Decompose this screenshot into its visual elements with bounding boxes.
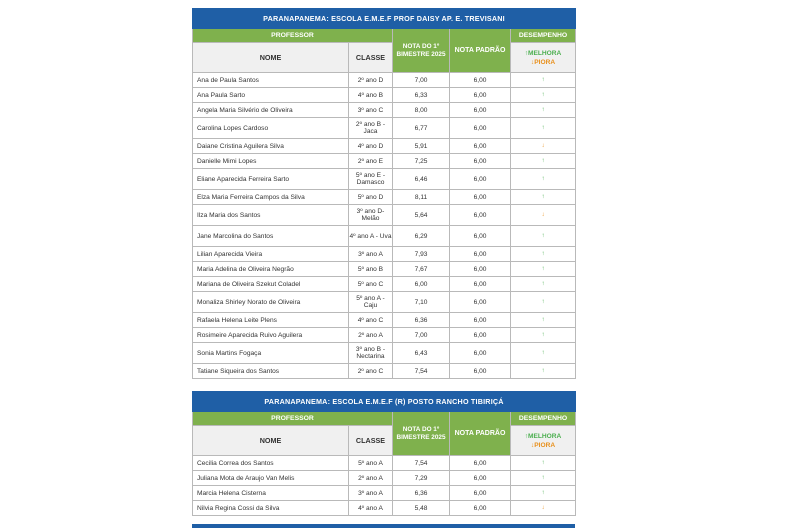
performance-arrow-icon: ↑	[511, 154, 576, 169]
performance-arrow-icon: ↓	[511, 501, 576, 516]
performance-arrow-icon: ↑	[511, 486, 576, 501]
teacher-name-cell: Tatiane Siqueira dos Santos	[193, 364, 349, 379]
class-cell: 3º ano A	[349, 247, 393, 262]
page-content	[192, 0, 575, 528]
table-row	[193, 343, 576, 364]
performance-arrow-icon: ↑	[511, 247, 576, 262]
piora-legend: ↓PIORA	[530, 441, 556, 449]
desempenho-header: DESEMPENHO	[511, 29, 576, 43]
padrao-header: NOTA PADRÃO	[450, 29, 511, 73]
teacher-name-cell: Maria Adelina de Oliveira Negrão	[193, 262, 349, 277]
table-row	[193, 73, 576, 88]
grade-cell: 7,54	[393, 364, 450, 379]
top-spacer	[192, 0, 575, 8]
performance-arrow-icon: ↑	[511, 169, 576, 190]
table-row	[193, 118, 576, 139]
table-row	[193, 292, 576, 313]
standard-grade-cell: 6,00	[450, 169, 511, 190]
grade-cell: 7,93	[393, 247, 450, 262]
nota-header: NOTA DO 1º BIMESTRE 2025	[393, 412, 450, 456]
class-cell: 4º ano A - Uva	[349, 226, 393, 247]
class-cell: 2º ano C	[349, 364, 393, 379]
nome-header: NOME	[193, 43, 349, 73]
table-gap	[192, 379, 575, 391]
class-cell: 5º ano A - Caju	[349, 292, 393, 313]
standard-grade-cell: 6,00	[450, 486, 511, 501]
desempenho-legend	[511, 426, 576, 456]
standard-grade-cell: 6,00	[450, 364, 511, 379]
desempenho-header: DESEMPENHO	[511, 412, 576, 426]
professor-header: PROFESSOR	[193, 412, 393, 426]
grade-cell: 7,67	[393, 262, 450, 277]
standard-grade-cell: 6,00	[450, 501, 511, 516]
performance-arrow-icon: ↑	[511, 328, 576, 343]
standard-grade-cell: 6,00	[450, 73, 511, 88]
standard-grade-cell: 6,00	[450, 292, 511, 313]
class-cell: 3º ano D- Melão	[349, 205, 393, 226]
classe-header: CLASSE	[349, 426, 393, 456]
performance-arrow-icon: ↑	[511, 471, 576, 486]
teacher-name-cell: Sonia Martins Fogaça	[193, 343, 349, 364]
teacher-name-cell: Angela Maria Silvério de Oliveira	[193, 103, 349, 118]
teacher-name-cell: Danielle Mimi Lopes	[193, 154, 349, 169]
performance-arrow-icon: ↑	[511, 73, 576, 88]
table-row	[193, 501, 576, 516]
performance-arrow-icon: ↓	[511, 139, 576, 154]
grade-cell: 8,11	[393, 190, 450, 205]
table-row	[193, 313, 576, 328]
teacher-name-cell: Daiane Cristina Aguilera Silva	[193, 139, 349, 154]
teacher-name-cell: Juliana Mota de Araujo Van Melis	[193, 471, 349, 486]
teacher-name-cell: Ana Paula Sarto	[193, 88, 349, 103]
performance-arrow-icon: ↑	[511, 277, 576, 292]
professor-header: PROFESSOR	[193, 29, 393, 43]
piora-legend: ↓PIORA	[530, 58, 556, 66]
table-row	[193, 364, 576, 379]
desempenho-legend	[511, 43, 576, 73]
table-row	[193, 226, 576, 247]
grade-cell: 5,91	[393, 139, 450, 154]
grade-cell: 6,36	[393, 486, 450, 501]
standard-grade-cell: 6,00	[450, 154, 511, 169]
melhora-legend: ↑MELHORA	[524, 49, 562, 57]
grade-cell: 7,10	[393, 292, 450, 313]
class-cell: 2º ano A	[349, 328, 393, 343]
standard-grade-cell: 6,00	[450, 88, 511, 103]
school-table-2	[192, 391, 576, 516]
performance-arrow-icon: ↑	[511, 88, 576, 103]
table-row	[193, 247, 576, 262]
standard-grade-cell: 6,00	[450, 343, 511, 364]
standard-grade-cell: 6,00	[450, 277, 511, 292]
grade-cell: 7,25	[393, 154, 450, 169]
teacher-name-cell: Carolina Lopes Cardoso	[193, 118, 349, 139]
grade-cell: 7,00	[393, 73, 450, 88]
standard-grade-cell: 6,00	[450, 118, 511, 139]
classe-header: CLASSE	[349, 43, 393, 73]
school-table-1	[192, 8, 576, 379]
performance-arrow-icon: ↑	[511, 226, 576, 247]
standard-grade-cell: 6,00	[450, 205, 511, 226]
grade-cell: 6,33	[393, 88, 450, 103]
standard-grade-cell: 6,00	[450, 190, 511, 205]
grade-cell: 7,00	[393, 328, 450, 343]
table-row	[193, 103, 576, 118]
table-row	[193, 456, 576, 471]
standard-grade-cell: 6,00	[450, 313, 511, 328]
table-row	[193, 471, 576, 486]
class-cell: 4º ano B	[349, 88, 393, 103]
performance-arrow-icon: ↑	[511, 343, 576, 364]
teacher-name-cell: Nilvia Regina Cossi da Silva	[193, 501, 349, 516]
performance-arrow-icon: ↑	[511, 313, 576, 328]
class-cell: 2º ano E	[349, 154, 393, 169]
class-cell: 4º ano A	[349, 501, 393, 516]
standard-grade-cell: 6,00	[450, 247, 511, 262]
class-cell: 5º ano D	[349, 190, 393, 205]
nota-header: NOTA DO 1º BIMESTRE 2025	[393, 29, 450, 73]
class-cell: 5º ano E - Damasco	[349, 169, 393, 190]
bottom-bar	[192, 524, 575, 528]
melhora-legend: ↑MELHORA	[524, 432, 562, 440]
class-cell: 2º ano B - Jaca	[349, 118, 393, 139]
class-cell: 5º ano B	[349, 262, 393, 277]
grade-cell: 7,54	[393, 456, 450, 471]
performance-arrow-icon: ↑	[511, 118, 576, 139]
padrao-header: NOTA PADRÃO	[450, 412, 511, 456]
teacher-name-cell: Elza Maria Ferreira Campos da Silva	[193, 190, 349, 205]
class-cell: 3º ano B - Nectarina	[349, 343, 393, 364]
teacher-name-cell: Rafaela Helena Leite Plens	[193, 313, 349, 328]
teacher-name-cell: Ana de Paula Santos	[193, 73, 349, 88]
table-row	[193, 169, 576, 190]
grade-cell: 5,64	[393, 205, 450, 226]
class-cell: 2º ano D	[349, 73, 393, 88]
performance-arrow-icon: ↑	[511, 456, 576, 471]
teacher-name-cell: Jane Marcolina do Santos	[193, 226, 349, 247]
class-cell: 5º ano A	[349, 456, 393, 471]
standard-grade-cell: 6,00	[450, 262, 511, 277]
performance-arrow-icon: ↑	[511, 292, 576, 313]
table-row	[193, 139, 576, 154]
standard-grade-cell: 6,00	[450, 226, 511, 247]
nome-header: NOME	[193, 426, 349, 456]
class-cell: 3º ano C	[349, 103, 393, 118]
teacher-name-cell: Marcia Helena Cisterna	[193, 486, 349, 501]
table-row	[193, 88, 576, 103]
table-body	[193, 73, 576, 379]
performance-arrow-icon: ↑	[511, 190, 576, 205]
teacher-name-cell: Ilza Maria dos Santos	[193, 205, 349, 226]
grade-cell: 5,48	[393, 501, 450, 516]
table-title: PARANAPANEMA: ESCOLA E.M.E.F PROF DAISY AP. E. TREVISANI	[193, 9, 576, 29]
table-row	[193, 277, 576, 292]
table-row	[193, 328, 576, 343]
performance-arrow-icon: ↑	[511, 364, 576, 379]
performance-arrow-icon: ↑	[511, 103, 576, 118]
table-row	[193, 486, 576, 501]
teacher-name-cell: Eliane Aparecida Ferreira Sarto	[193, 169, 349, 190]
teacher-name-cell: Mariana de Oliveira Szekut Coladel	[193, 277, 349, 292]
table-row	[193, 190, 576, 205]
grade-cell: 6,00	[393, 277, 450, 292]
class-cell: 5º ano C	[349, 277, 393, 292]
grade-cell: 7,29	[393, 471, 450, 486]
standard-grade-cell: 6,00	[450, 103, 511, 118]
grade-cell: 6,77	[393, 118, 450, 139]
class-cell: 2º ano A	[349, 471, 393, 486]
grade-cell: 8,00	[393, 103, 450, 118]
standard-grade-cell: 6,00	[450, 328, 511, 343]
class-cell: 3º ano A	[349, 486, 393, 501]
table-title: PARANAPANEMA: ESCOLA E.M.E.F (R) POSTO RANCHO TIBIRIÇÁ	[193, 392, 576, 412]
table-row	[193, 154, 576, 169]
teacher-name-cell: Monaliza Shirley Norato de Oliveira	[193, 292, 349, 313]
table-row	[193, 205, 576, 226]
table-body	[193, 456, 576, 516]
performance-arrow-icon: ↓	[511, 205, 576, 226]
grade-cell: 6,43	[393, 343, 450, 364]
class-cell: 4º ano D	[349, 139, 393, 154]
grade-cell: 6,36	[393, 313, 450, 328]
table-row	[193, 262, 576, 277]
standard-grade-cell: 6,00	[450, 471, 511, 486]
grade-cell: 6,46	[393, 169, 450, 190]
performance-arrow-icon: ↑	[511, 262, 576, 277]
teacher-name-cell: Lilian Aparecida Vieira	[193, 247, 349, 262]
grade-cell: 6,29	[393, 226, 450, 247]
class-cell: 4º ano C	[349, 313, 393, 328]
standard-grade-cell: 6,00	[450, 139, 511, 154]
teacher-name-cell: Rosimeire Aparecida Ruivo Aguilera	[193, 328, 349, 343]
standard-grade-cell: 6,00	[450, 456, 511, 471]
teacher-name-cell: Cecilia Correa dos Santos	[193, 456, 349, 471]
